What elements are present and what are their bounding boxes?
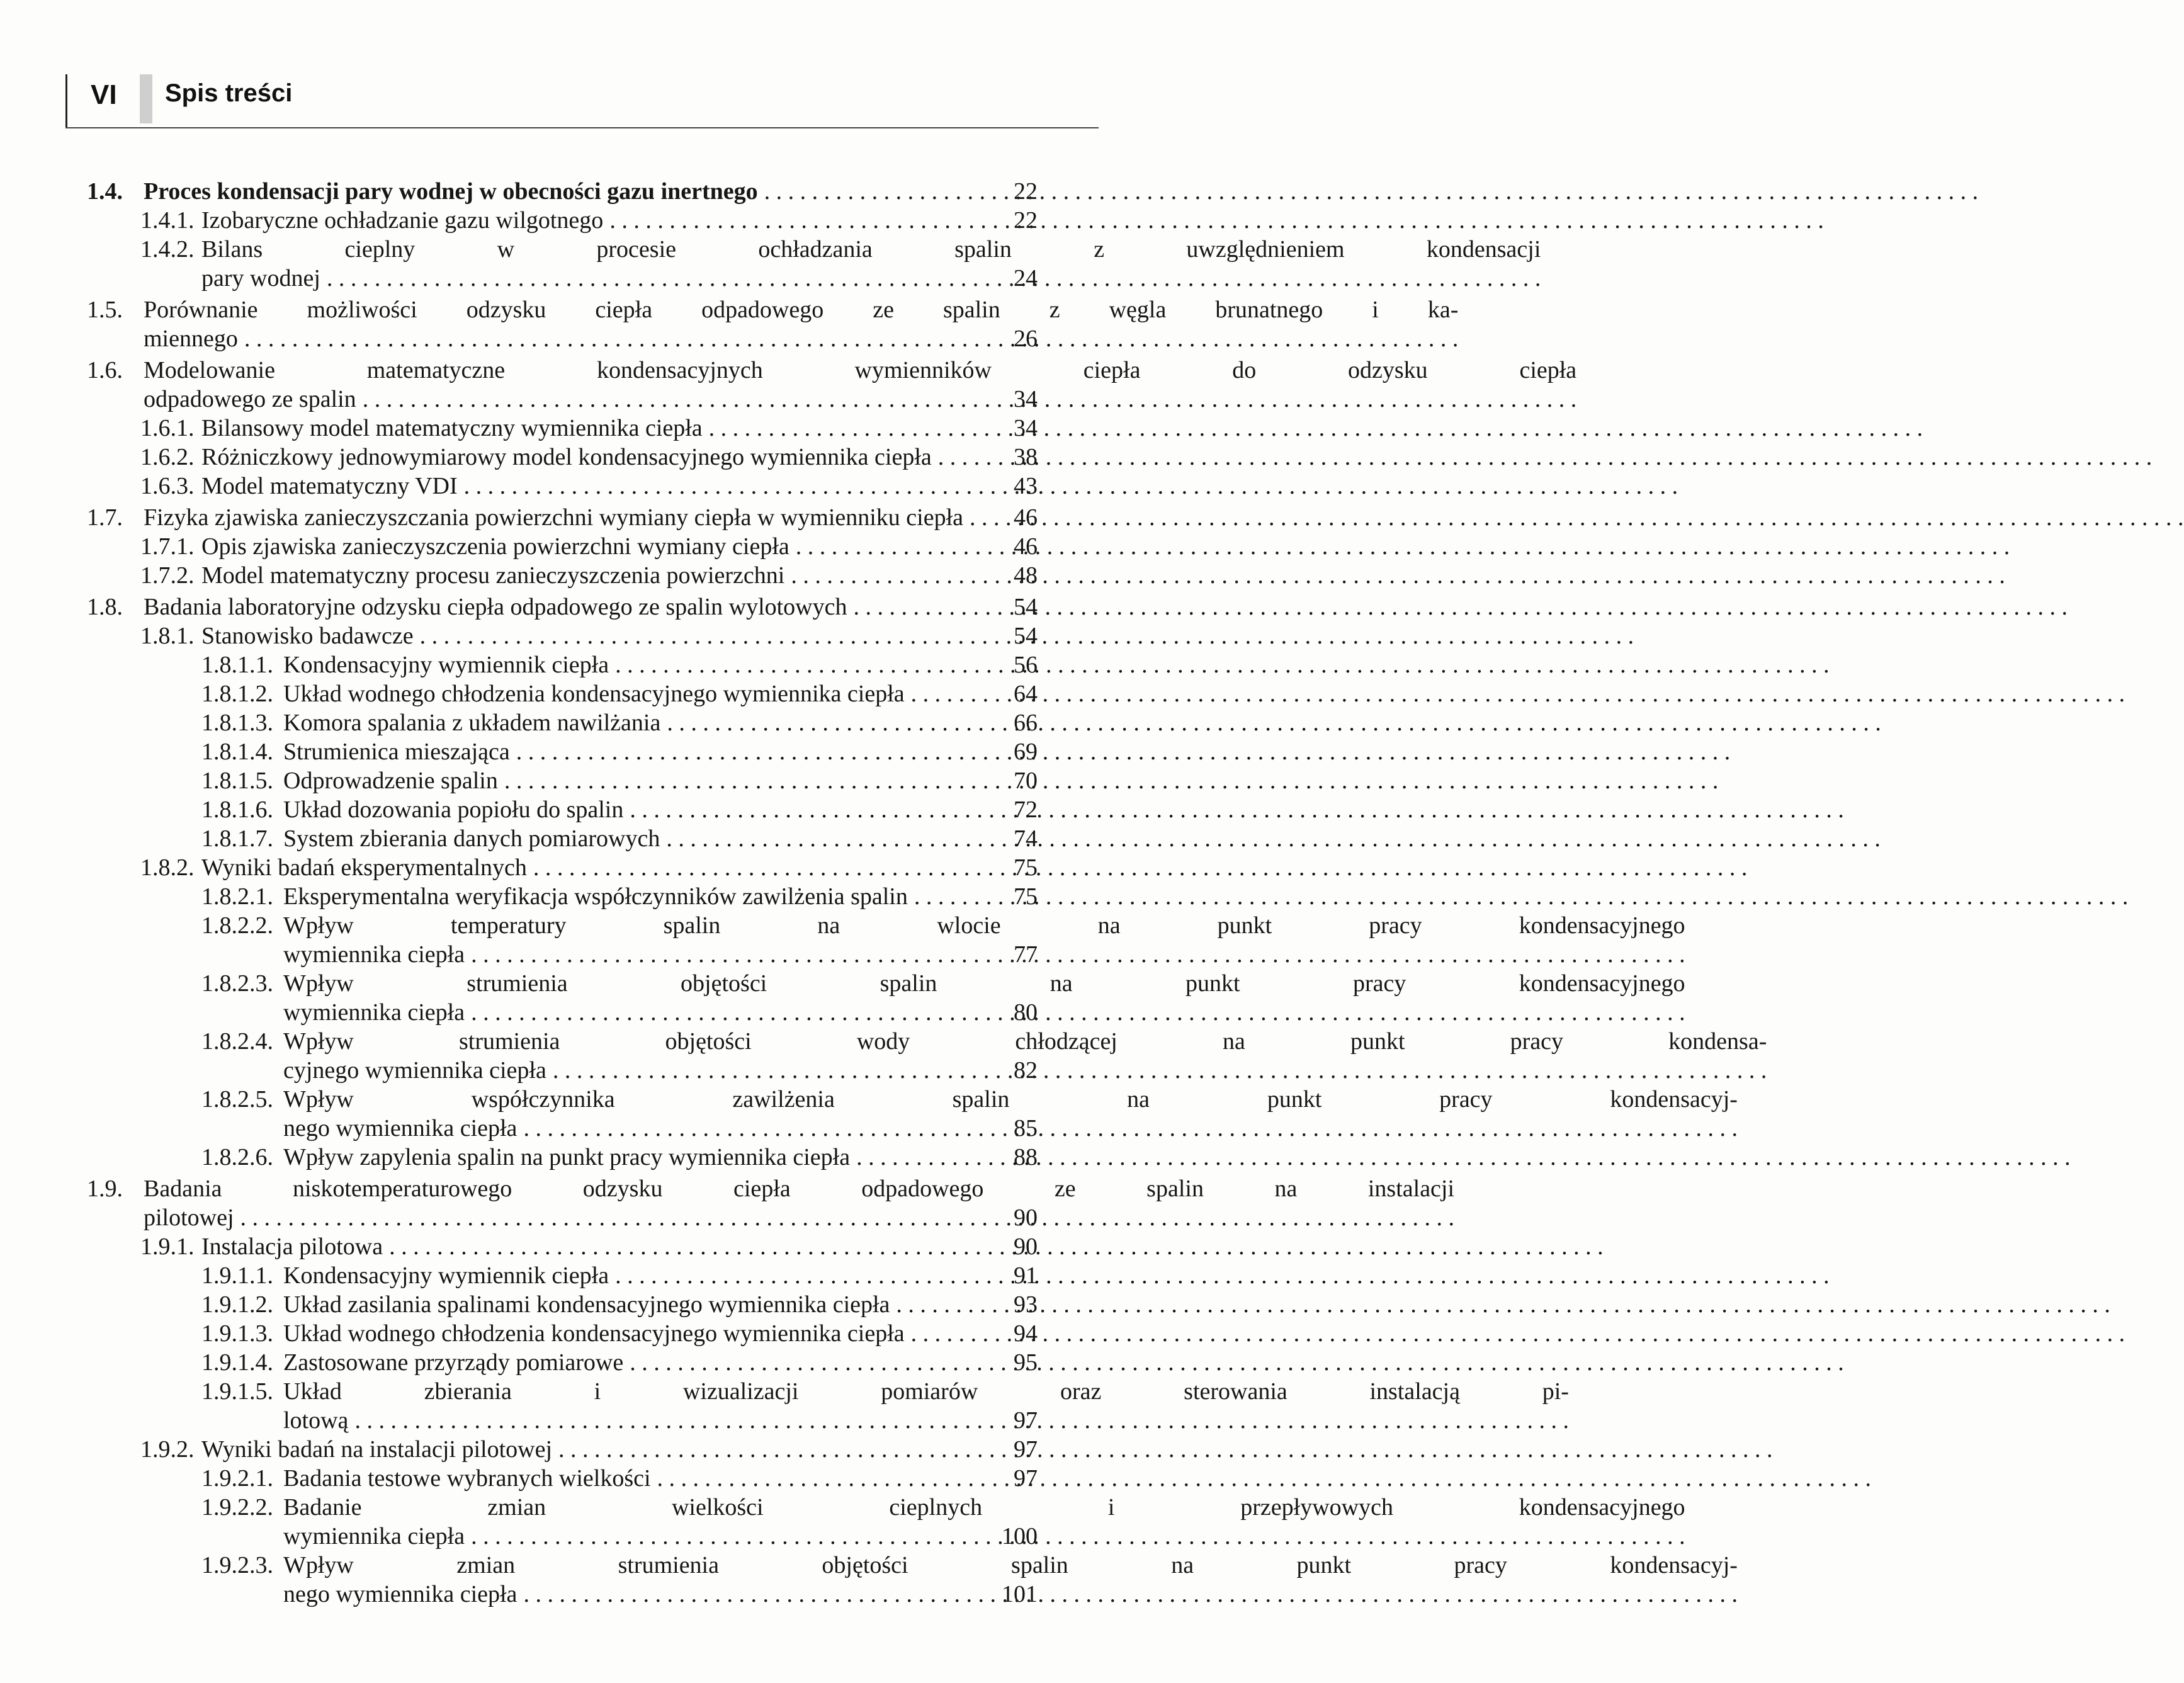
- toc-entry-title: Kondensacyjny wymiennik ciepła: [283, 1262, 609, 1289]
- toc-entry: [140, 1232, 1038, 1261]
- toc-entry-title-line2: miennego: [144, 326, 238, 352]
- toc-entry-title-line1: Modelowanie matematyczne kondensacyjnych wymienników ciepła do odzysku ciepła: [144, 357, 1577, 383]
- toc-entry: [87, 592, 1038, 621]
- toc-entry: [87, 1174, 1455, 1232]
- toc-entry-title: Wyniki badań na instalacji pilotowej: [201, 1436, 553, 1463]
- toc-entry-title: Eksperymentalna weryfikacja współczynników zawilżenia spalin: [283, 883, 908, 910]
- toc-entry: [201, 737, 1038, 766]
- leader-dots: [558, 1435, 1773, 1464]
- page-number: VI: [91, 79, 117, 110]
- toc-entry: [201, 766, 1038, 795]
- toc-entry-title: Badania testowe wybranych wielkości: [283, 1465, 651, 1492]
- toc-entry-title-line1: Wpływ strumienia objętości wody chłodzącej na punkt pracy kondensa-: [283, 1028, 1767, 1055]
- toc-entry-number: 1.4.: [87, 178, 123, 205]
- toc-entry: [201, 1261, 1038, 1290]
- toc-entry-number: 1.9.2.1.: [201, 1465, 273, 1492]
- toc-entry-title-line1: Układ zbierania i wizualizacji pomiarów oraz sterowania instalacją pi-: [283, 1378, 1569, 1405]
- toc-entry-number: 1.8.1.5.: [201, 768, 273, 794]
- toc-entry: [201, 882, 1038, 911]
- toc-entry-number: 1.8.2.3.: [201, 970, 273, 997]
- toc-entry-title: Wyniki badań eksperymentalnych: [201, 854, 527, 881]
- toc-entry-page: 80: [1014, 999, 1038, 1026]
- toc-entry-title-line2: nego wymiennika ciepła: [283, 1115, 518, 1142]
- toc-entry-page: 97: [1014, 1436, 1038, 1463]
- toc-entry-page: 48: [1014, 562, 1038, 589]
- toc-entry: [87, 295, 1459, 353]
- toc-entry-page: 93: [1014, 1291, 1038, 1318]
- toc-entry-page: 56: [1014, 652, 1038, 678]
- toc-entry-page: 90: [1014, 1204, 1038, 1231]
- toc-entry-number: 1.8.2.: [140, 854, 195, 881]
- toc-entry: [201, 1551, 1738, 1609]
- leader-dots: [523, 1114, 1738, 1143]
- toc-entry: [140, 621, 1038, 650]
- toc-entry: [87, 356, 1577, 414]
- toc-entry: [140, 414, 1038, 443]
- toc-entry-title: Izobaryczne ochładzanie gazu wilgotnego: [201, 207, 604, 234]
- leader-dots: [464, 472, 1678, 501]
- toc-entry-title: Badania laboratoryjne odzysku ciepła odpadowego ze spalin wylotowych: [144, 594, 847, 620]
- toc-entry-page: 75: [1014, 883, 1038, 910]
- toc-entry-number: 1.9.: [87, 1176, 123, 1202]
- toc-entry-number: 1.6.2.: [140, 444, 195, 470]
- toc-entry-number: 1.7.1.: [140, 533, 195, 560]
- toc-entry-title: Układ zasilania spalinami kondensacyjnego wymiennika ciepła: [283, 1291, 890, 1318]
- toc-entry-page: 26: [1014, 326, 1038, 352]
- toc-entry-title: Kondensacyjny wymiennik ciepła: [283, 652, 609, 678]
- toc-entry-number: 1.9.2.: [140, 1436, 195, 1463]
- toc-entry-number: 1.6.1.: [140, 415, 195, 441]
- toc-entry-number: 1.8.2.2.: [201, 912, 273, 939]
- toc-entry: [201, 1493, 1685, 1551]
- leader-dots: [471, 940, 1685, 969]
- toc-entry-number: 1.8.2.5.: [201, 1086, 273, 1113]
- toc-entry: [87, 177, 1038, 206]
- toc-entry-page: 95: [1014, 1349, 1038, 1376]
- toc-entry-page: 34: [1014, 415, 1038, 441]
- toc-entry-page: 88: [1014, 1144, 1038, 1170]
- toc-entry-number: 1.8.2.6.: [201, 1144, 273, 1170]
- table-of-contents: [87, 177, 1767, 1609]
- toc-entry-title: Opis zjawiska zanieczyszczenia powierzchni wymiany ciepła: [201, 533, 789, 560]
- leader-dots: [471, 998, 1685, 1027]
- toc-entry-number: 1.4.1.: [140, 207, 195, 234]
- toc-entry-page: 94: [1014, 1320, 1038, 1347]
- toc-entry-number: 1.8.1.3.: [201, 710, 273, 736]
- toc-entry: [201, 911, 1685, 969]
- leader-dots: [615, 650, 1830, 679]
- leader-dots: [363, 385, 1577, 414]
- leader-dots: [327, 264, 1541, 293]
- toc-entry: [201, 795, 1038, 824]
- toc-entry-number: 1.8.2.1.: [201, 883, 273, 910]
- toc-entry-title-line2: pilotowej: [144, 1204, 234, 1231]
- toc-entry-number: 1.8.: [87, 594, 123, 620]
- leader-dots: [504, 766, 1719, 795]
- toc-entry-title: Układ wodnego chłodzenia kondensacyjnego wymiennika ciepła: [283, 681, 905, 707]
- toc-entry-title-line2: nego wymiennika ciepła: [283, 1581, 518, 1607]
- toc-entry-page: 75: [1014, 854, 1038, 881]
- toc-entry-number: 1.5.: [87, 297, 123, 323]
- toc-entry-number: 1.6.: [87, 357, 123, 383]
- toc-entry-number: 1.8.1.1.: [201, 652, 273, 678]
- toc-entry-title: Odprowadzenie spalin: [283, 768, 498, 794]
- toc-entry-page: 72: [1014, 796, 1038, 823]
- leader-dots: [657, 1464, 1872, 1493]
- toc-entry: [87, 503, 1038, 532]
- toc-entry-number: 1.9.1.5.: [201, 1378, 273, 1405]
- toc-entry-page: 90: [1014, 1233, 1038, 1260]
- toc-entry-number: 1.8.2.4.: [201, 1028, 273, 1055]
- leader-dots: [911, 1319, 2125, 1348]
- toc-entry-number: 1.8.1.4.: [201, 739, 273, 765]
- leader-dots: [553, 1056, 1767, 1085]
- toc-entry-number: 1.7.2.: [140, 562, 195, 589]
- toc-entry-title: Strumienica mieszająca: [283, 739, 510, 765]
- toc-entry-title: Różniczkowy jednowymiarowy model kondensacyjnego wymiennika ciepła: [201, 444, 932, 470]
- toc-entry-number: 1.9.1.: [140, 1233, 195, 1260]
- toc-entry-page: 46: [1014, 504, 1038, 531]
- toc-entry: [201, 1348, 1038, 1377]
- leader-dots: [970, 503, 2184, 532]
- leader-dots: [896, 1290, 2110, 1319]
- toc-entry: [140, 443, 1038, 472]
- toc-entry-title-line1: Bilans cieplny w procesie ochładzania spalin z uwzględnieniem kondensacji: [201, 236, 1541, 263]
- toc-entry-title: Układ dozowania popiołu do spalin: [283, 796, 624, 823]
- toc-entry-page: 22: [1014, 207, 1038, 234]
- toc-entry-title-line2: lotową: [283, 1407, 349, 1434]
- toc-entry-number: 1.4.2.: [140, 236, 195, 263]
- leader-dots: [666, 824, 1881, 853]
- leader-dots: [354, 1406, 1569, 1435]
- toc-entry-title: Komora spalania z układem nawilżania: [283, 710, 661, 736]
- leader-dots: [240, 1203, 1455, 1232]
- leader-dots: [709, 414, 1923, 443]
- leader-dots: [244, 324, 1459, 353]
- toc-entry-title: Model matematyczny procesu zanieczyszczenia powierzchni: [201, 562, 785, 589]
- toc-entry-number: 1.9.1.4.: [201, 1349, 273, 1376]
- toc-entry-page: 97: [1014, 1407, 1038, 1434]
- toc-entry: [140, 561, 1038, 590]
- toc-entry-title: Bilansowy model matematyczny wymiennika ciepła: [201, 415, 703, 441]
- toc-entry-number: 1.9.1.3.: [201, 1320, 273, 1347]
- toc-entry-title-line2: wymiennika ciepła: [283, 1523, 465, 1550]
- toc-entry-page: 64: [1014, 681, 1038, 707]
- header-left-rule: [65, 74, 67, 128]
- toc-entry-title: Układ wodnego chłodzenia kondensacyjnego wymiennika ciepła: [283, 1320, 905, 1347]
- toc-entry: [140, 235, 1541, 293]
- toc-entry-title-line2: wymiennika ciepła: [283, 999, 465, 1026]
- toc-entry-title-line1: Wpływ temperatury spalin na wlocie na punkt pracy kondensacyjnego: [283, 912, 1685, 939]
- toc-entry: [201, 1085, 1738, 1143]
- toc-entry: [140, 532, 1038, 561]
- toc-entry-title: Proces kondensacji pary wodnej w obecności gazu inertnego: [144, 178, 758, 205]
- toc-entry: [140, 472, 1038, 501]
- toc-entry-title-line2: pary wodnej: [201, 265, 320, 292]
- toc-entry: [201, 708, 1038, 737]
- toc-entry-title: Instalacja pilotowa: [201, 1233, 383, 1260]
- leader-dots: [667, 708, 1881, 737]
- toc-entry-title: Stanowisko badawcze: [201, 623, 414, 649]
- running-title: Spis treści: [165, 79, 293, 107]
- leader-dots: [533, 853, 1748, 882]
- toc-entry-page: 97: [1014, 1465, 1038, 1492]
- toc-entry-title: Zastosowane przyrządy pomiarowe: [283, 1349, 624, 1376]
- leader-dots: [911, 679, 2125, 708]
- toc-entry: [201, 969, 1685, 1027]
- toc-entry: [201, 1290, 1038, 1319]
- toc-entry-title-line1: Porównanie możliwości odzysku ciepła odpadowego ze spalin z węgla brunatnego i ka-: [144, 297, 1459, 323]
- toc-entry-title-line1: Badanie zmian wielkości cieplnych i przepływowych kondensacyjnego: [283, 1494, 1685, 1521]
- leader-dots: [914, 882, 2129, 911]
- header-tab-marker: [140, 74, 152, 123]
- toc-entry-page: 54: [1014, 623, 1038, 649]
- leader-dots: [856, 1143, 2071, 1172]
- toc-entry-page: 85: [1014, 1115, 1038, 1142]
- toc-entry-page: 46: [1014, 533, 1038, 560]
- toc-entry-page: 82: [1014, 1057, 1038, 1084]
- leader-dots: [615, 1261, 1830, 1290]
- toc-entry: [201, 650, 1038, 679]
- toc-entry-page: 43: [1014, 473, 1038, 499]
- page-header: [63, 74, 1099, 128]
- toc-entry: [140, 206, 1038, 235]
- toc-entry: [140, 853, 1038, 882]
- toc-entry-number: 1.8.1.6.: [201, 796, 273, 823]
- toc-entry-page: 54: [1014, 594, 1038, 620]
- toc-entry-page: 101: [1002, 1581, 1038, 1607]
- toc-entry-number: 1.8.1.7.: [201, 825, 273, 852]
- leader-dots: [764, 177, 1979, 206]
- toc-entry: [201, 1464, 1038, 1493]
- toc-entry-title-line1: Wpływ współczynnika zawilżenia spalin na punkt pracy kondensacyj-: [283, 1086, 1738, 1113]
- toc-entry-title-line1: Wpływ zmian strumienia objętości spalin na punkt pracy kondensacyj-: [283, 1552, 1738, 1578]
- toc-entry: [140, 1435, 1038, 1464]
- leader-dots: [609, 206, 1824, 235]
- toc-entry-page: 38: [1014, 444, 1038, 470]
- toc-entry-number: 1.9.2.2.: [201, 1494, 273, 1521]
- toc-entry: [201, 1377, 1569, 1435]
- toc-entry-number: 1.9.2.3.: [201, 1552, 273, 1578]
- toc-entry-title: Fizyka zjawiska zanieczyszczania powierzchni wymiany ciepła w wymienniku ciepła: [144, 504, 964, 531]
- leader-dots: [791, 561, 2005, 590]
- leader-dots: [630, 1348, 1844, 1377]
- header-rule: [65, 127, 1099, 128]
- toc-entry-number: 1.8.1.2.: [201, 681, 273, 707]
- leader-dots: [516, 737, 1731, 766]
- toc-entry-page: 24: [1014, 265, 1038, 292]
- toc-entry-title-line2: wymiennika ciepła: [283, 941, 465, 968]
- toc-entry-page: 34: [1014, 386, 1038, 412]
- toc-entry-title: Wpływ zapylenia spalin na punkt pracy wymiennika ciepła: [283, 1144, 851, 1170]
- toc-entry-page: 22: [1014, 178, 1038, 205]
- toc-entry-page: 66: [1014, 710, 1038, 736]
- leader-dots: [938, 443, 2153, 472]
- toc-entry-page: 74: [1014, 825, 1038, 852]
- toc-entry: [201, 679, 1038, 708]
- toc-entry-number: 1.6.3.: [140, 473, 195, 499]
- toc-entry-page: 91: [1014, 1262, 1038, 1289]
- toc-entry-page: 70: [1014, 768, 1038, 794]
- toc-entry-number: 1.7.: [87, 504, 123, 531]
- toc-entry: [201, 824, 1038, 853]
- toc-entry-title: Model matematyczny VDI: [201, 473, 458, 499]
- toc-entry: [201, 1319, 1038, 1348]
- toc-entry-title: System zbierania danych pomiarowych: [283, 825, 660, 852]
- leader-dots: [523, 1580, 1738, 1609]
- toc-entry-title-line1: Badania niskotemperaturowego odzysku ciepła odpadowego ze spalin na instalacji: [144, 1176, 1455, 1202]
- toc-entry: [201, 1027, 1767, 1085]
- toc-entry-number: 1.9.1.1.: [201, 1262, 273, 1289]
- toc-entry-title-line2: odpadowego ze spalin: [144, 386, 356, 412]
- toc-entry-number: 1.9.1.2.: [201, 1291, 273, 1318]
- toc-entry-page: 100: [1002, 1523, 1038, 1550]
- toc-entry: [201, 1143, 1038, 1172]
- toc-entry-page: 69: [1014, 739, 1038, 765]
- toc-entry-title-line1: Wpływ strumienia objętości spalin na punkt pracy kondensacyjnego: [283, 970, 1685, 997]
- leader-dots: [630, 795, 1844, 824]
- toc-entry-title-line2: cyjnego wymiennika ciepła: [283, 1057, 546, 1084]
- toc-entry-page: 77: [1014, 941, 1038, 968]
- toc-entry-number: 1.8.1.: [140, 623, 195, 649]
- leader-dots: [471, 1522, 1685, 1551]
